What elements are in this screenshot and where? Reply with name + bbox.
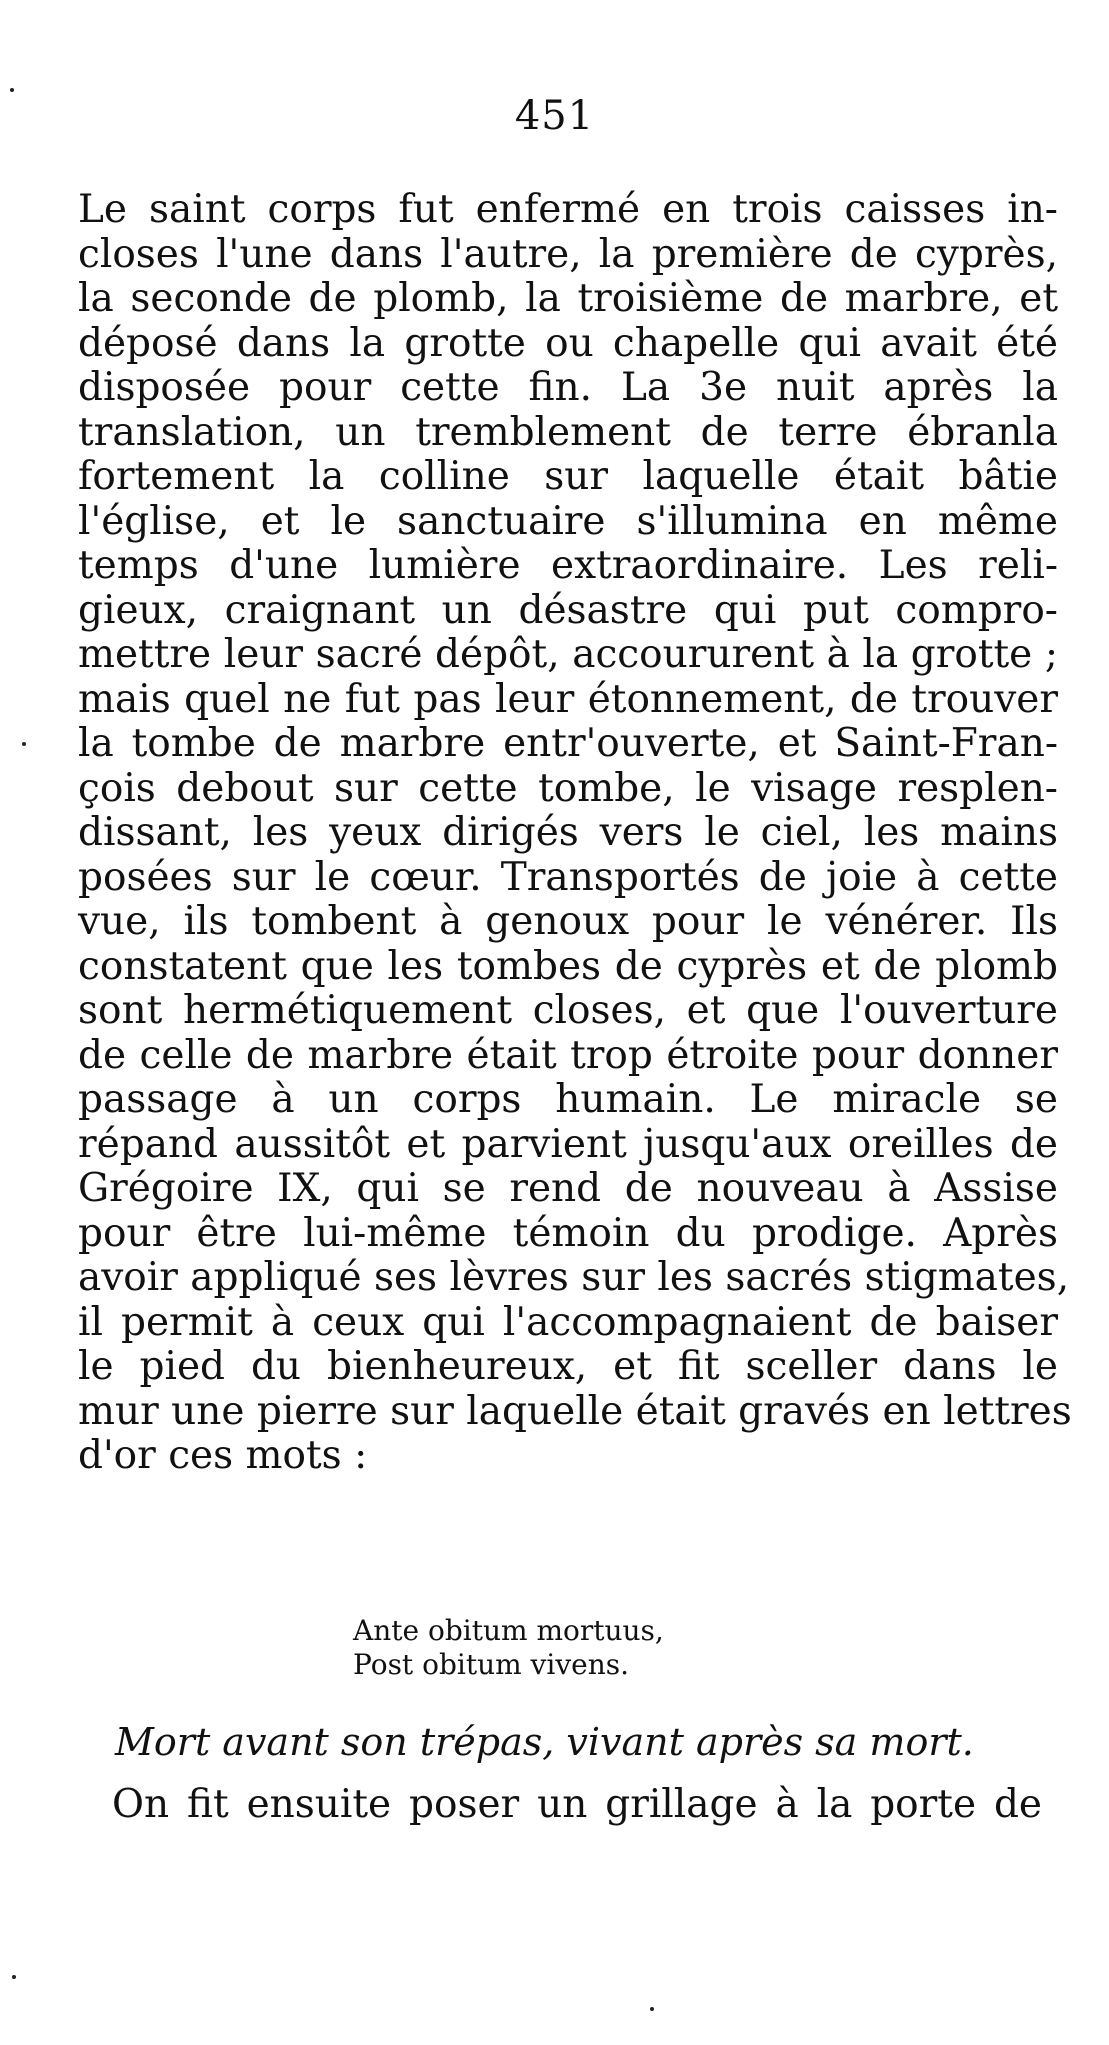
body-line: fortement la colline sur laquelle était bâtie <box>78 454 1058 499</box>
body-line: avoir appliqué ses lèvres sur les sacrés stigmates, <box>78 1255 1070 1300</box>
body-line: Grégoire IX, qui se rend de nouveau à Assise <box>78 1166 1058 1211</box>
body-line: il permit à ceux qui l'accompagnaient de baiser <box>78 1299 1058 1345</box>
body-line: disposée pour cette fin. La 3e nuit après la <box>78 365 1058 410</box>
body-line: vue, ils tombent à genoux pour le vénérer. Ils <box>78 899 1058 944</box>
body-line: closes l'une dans l'autre, la première de cyprès, <box>78 231 1058 277</box>
page-number: 451 <box>514 93 595 139</box>
body-line: constatent que les tombes de cyprès et de plomb <box>78 943 1058 989</box>
body-line: temps d'une lumière extraordinaire. Les reli- <box>78 543 1058 588</box>
body-line: mur une pierre sur laquelle était gravés en lettres <box>78 1388 1072 1434</box>
body-line-last: d'or ces mots : <box>78 1433 368 1478</box>
scan-speck <box>22 742 26 746</box>
body-line: de celle de marbre était trop étroite pour donner <box>78 1032 1058 1078</box>
body-line: posées sur le cœur. Transportés de joie à cette <box>78 854 1058 900</box>
body-line: sont hermétiquement closes, et que l'ouverture <box>78 988 1058 1033</box>
body-line: mais quel ne fut pas leur étonnement, de trouver <box>78 676 1058 722</box>
latin-inscription <box>0 1614 1109 1682</box>
scan-speck <box>10 88 14 92</box>
body-line: l'église, et le sanctuaire s'illumina en même <box>78 498 1058 544</box>
scan-speck <box>12 1975 16 1979</box>
inscription-line-2: Post obitum vivens. <box>353 1648 630 1681</box>
inscription-line-1: Ante obitum mortuus, <box>353 1614 664 1647</box>
body-line: Le saint corps fut enfermé en trois caisses in- <box>78 187 1058 232</box>
body-line: mettre leur sacré dépôt, accoururent à la grotte ; <box>78 632 1058 677</box>
body-line: la tombe de marbre entr'ouverte, et Saint-Fran- <box>78 721 1058 766</box>
body-line: pour être lui-même témoin du prodige. Après <box>78 1210 1058 1256</box>
inscription-translation: Mort avant son trépas, vivant après sa mort. <box>115 1720 974 1764</box>
body-line: gieux, craignant un désastre qui put compro- <box>78 587 1058 633</box>
scan-speck <box>650 2007 654 2011</box>
body-line: passage à un corps humain. Le miracle se <box>78 1077 1058 1122</box>
body-line: çois debout sur cette tombe, le visage resplen- <box>78 765 1058 811</box>
body-line: dissant, les yeux dirigés vers le ciel, les mains <box>78 810 1058 855</box>
body-line: le pied du bienheureux, et fit sceller dans le <box>78 1344 1058 1389</box>
body-line: translation, un tremblement de terre ébranla <box>78 409 1058 455</box>
body-line: la seconde de plomb, la troisième de marbre, et <box>78 276 1058 321</box>
body-line: répand aussitôt et parvient jusqu'aux oreilles de <box>78 1121 1058 1167</box>
closing-line: On fit ensuite poser un grillage à la porte de <box>112 1782 1042 1827</box>
body-line: déposé dans la grotte ou chapelle qui avait été <box>78 320 1058 366</box>
body-text <box>78 187 1072 1479</box>
